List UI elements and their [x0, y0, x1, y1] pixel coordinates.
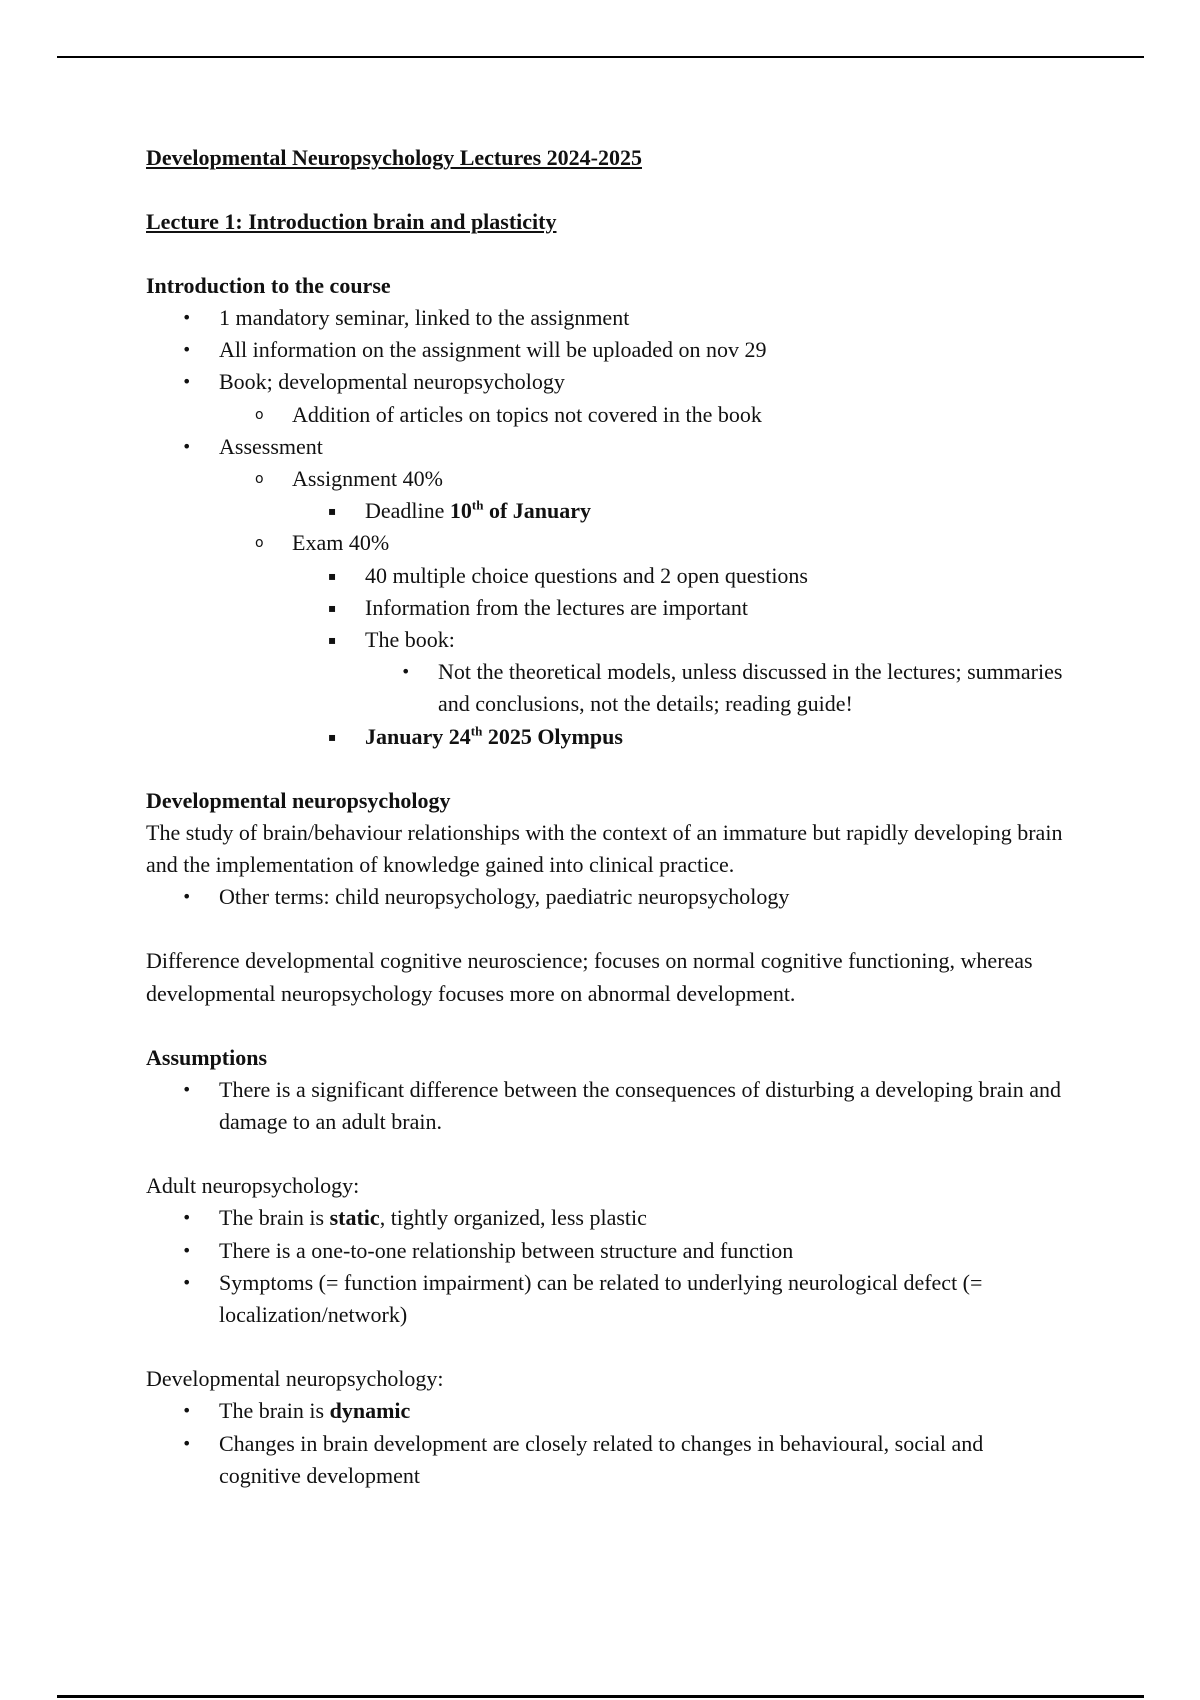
list-item: o Assignment 40% — [146, 463, 1066, 495]
square-bullet-icon: ▪ — [328, 633, 337, 648]
developmental-label: Developmental neuropsychology: — [146, 1366, 444, 1392]
square-bullet-icon: ▪ — [328, 504, 337, 519]
list-item: • 1 mandatory seminar, linked to the assignment — [146, 302, 1066, 334]
assumptions-heading: Assumptions — [146, 1044, 268, 1070]
square-bullet-icon: ▪ — [328, 568, 337, 583]
page-top-rule — [57, 56, 1144, 58]
assumptions-list — [146, 1074, 1066, 1138]
circle-bullet-icon: o — [255, 471, 264, 488]
circle-bullet-icon: o — [255, 535, 264, 552]
list-item: ▪ January 24th 2025 Olympus — [146, 721, 1066, 753]
bullet-icon: • — [182, 308, 192, 327]
intro-list — [146, 302, 1066, 753]
list-item: • Not the theoretical models, unless discussed in the lectures; summaries and conclusions, not the details; reading guide! — [146, 656, 1066, 720]
bullet-icon: • — [182, 372, 192, 392]
bullet-icon: • — [401, 662, 411, 682]
intro-heading: Introduction to the course — [146, 273, 391, 298]
devneuro-heading: Developmental neuropsychology — [146, 787, 451, 813]
list-item: • The brain is dynamic — [146, 1395, 1066, 1427]
bullet-icon: • — [182, 436, 192, 456]
adult-list — [146, 1202, 1066, 1331]
list-item: • There is a one-to-one relationship between structure and function — [146, 1235, 1066, 1267]
bullet-icon: • — [182, 340, 192, 360]
document-title: Developmental Neuropsychology Lectures 2024-2025 — [146, 145, 642, 170]
list-item: • All information on the assignment will be uploaded on nov 29 — [146, 334, 1066, 366]
bullet-icon: • — [182, 1433, 192, 1453]
square-bullet-icon: ▪ — [328, 729, 337, 744]
list-item: • The brain is static, tightly organized, less plastic — [146, 1202, 1066, 1234]
bullet-icon: • — [182, 887, 192, 907]
list-item: ▪ Deadline 10th of January — [146, 495, 1066, 527]
list-item: • Other terms: child neuropsychology, paediatric neuropsychology — [146, 881, 1066, 913]
list-item: o Exam 40% — [146, 527, 1066, 559]
bullet-icon: • — [182, 1208, 192, 1228]
list-item: • Assessment — [146, 431, 1066, 463]
bullet-icon: • — [182, 1272, 192, 1292]
list-item: ▪ The book: — [146, 624, 1066, 656]
list-item: o Addition of articles on topics not covered in the book — [146, 399, 1066, 431]
circle-bullet-icon: o — [255, 406, 264, 423]
devneuro-list — [146, 881, 1066, 913]
bullet-icon: • — [182, 1079, 192, 1099]
adult-label: Adult neuropsychology: — [146, 1173, 360, 1199]
devneuro-definition: The study of brain/behaviour relationships with the context of an immature but rapidly developing brain and the implementation of knowledge gained into clinical practice. — [146, 819, 1063, 878]
list-item: • There is a significant difference between the consequences of disturbing a developing brain and damage to an adult brain. — [146, 1074, 1066, 1138]
list-item: • Symptoms (= function impairment) can be related to underlying neurological defect (= localization/network) — [146, 1267, 1066, 1331]
list-item: ▪ 40 multiple choice questions and 2 open questions — [146, 560, 1066, 592]
square-bullet-icon: ▪ — [328, 600, 337, 615]
developmental-list — [146, 1395, 1066, 1492]
bullet-icon: • — [182, 1240, 192, 1260]
devneuro-difference: Difference developmental cognitive neuroscience; focuses on normal cognitive functioning, whereas developmental neuropsychology focuses more on abnormal development. — [146, 948, 1033, 1006]
list-item: • Book; developmental neuropsychology — [146, 366, 1066, 398]
document-body — [146, 142, 1066, 1492]
list-item: • Changes in brain development are closely related to changes in behavioural, social and cognitive development — [146, 1428, 1066, 1492]
list-item: ▪ Information from the lectures are important — [146, 592, 1066, 624]
lecture-title: Lecture 1: Introduction brain and plasticity — [146, 209, 557, 234]
page-bottom-rule — [57, 1695, 1144, 1698]
bullet-icon: • — [182, 1401, 192, 1421]
